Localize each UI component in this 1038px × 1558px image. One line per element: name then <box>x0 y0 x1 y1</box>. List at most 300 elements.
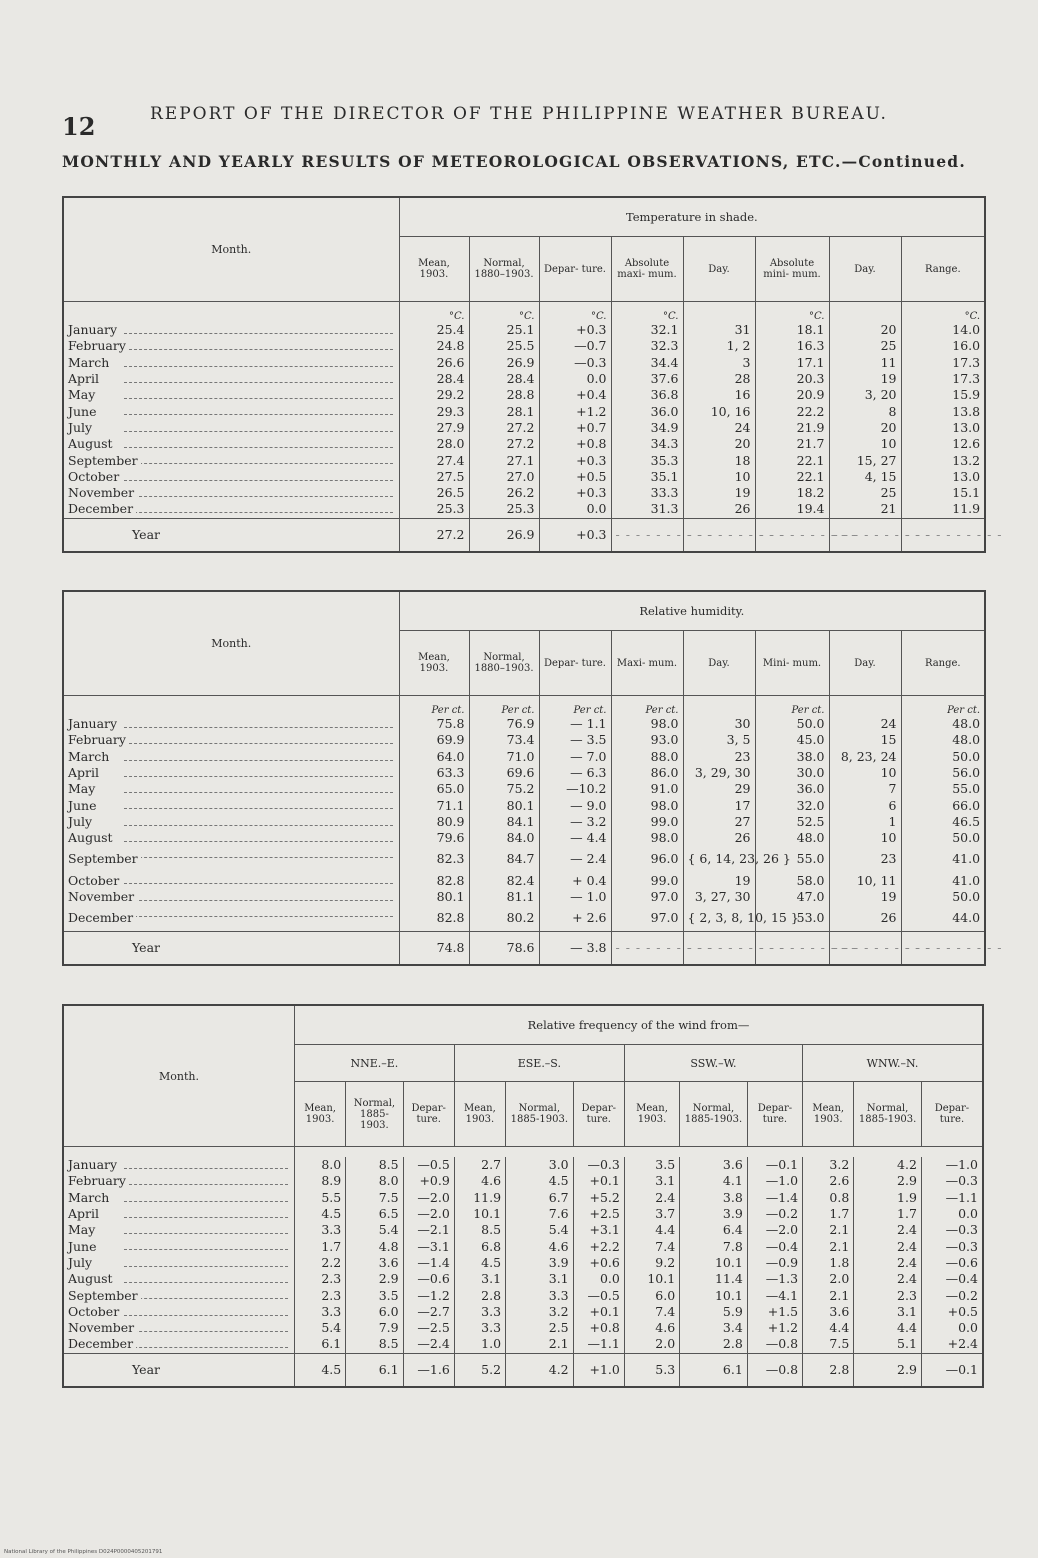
data-cell: 10, 11 <box>829 872 901 888</box>
month-name: June <box>68 798 100 813</box>
data-cell: 98.0 <box>611 797 683 813</box>
month-label <box>63 355 399 371</box>
data-cell: 10.1 <box>680 1287 748 1303</box>
unit-label: Per ct. <box>755 696 829 717</box>
month-label <box>63 338 399 354</box>
month-name: August <box>68 436 116 451</box>
data-cell: 7 <box>829 781 901 797</box>
data-cell: 99.0 <box>611 872 683 888</box>
data-cell: 6 <box>829 797 901 813</box>
data-cell: 2.1 <box>803 1238 854 1254</box>
column-header: Range. <box>901 631 985 696</box>
data-cell: 11.9 <box>901 501 985 518</box>
data-cell: + 2.6 <box>539 905 611 932</box>
data-cell: 37.6 <box>611 371 683 387</box>
data-cell: 5.5 <box>295 1190 346 1206</box>
month-label <box>63 371 399 387</box>
table-row <box>63 1304 983 1320</box>
data-cell: 76.9 <box>469 716 539 732</box>
data-cell: 1.0 <box>454 1336 505 1353</box>
data-cell: +0.8 <box>539 436 611 452</box>
units-spacer <box>63 696 399 717</box>
data-cell: 3.8 <box>680 1190 748 1206</box>
month-label <box>63 830 399 846</box>
month-label <box>63 1173 295 1189</box>
data-cell: 91.0 <box>611 781 683 797</box>
data-cell: 24 <box>683 420 755 436</box>
data-cell: 30.0 <box>755 765 829 781</box>
data-cell: +0.3 <box>539 485 611 501</box>
data-cell: +0.5 <box>921 1304 983 1320</box>
data-cell: 75.2 <box>469 781 539 797</box>
data-cell: —0.6 <box>921 1255 983 1271</box>
data-cell: 8, 23, 24 <box>829 749 901 765</box>
year-value: — 3.8 <box>539 931 611 965</box>
month-name: April <box>68 371 102 386</box>
data-cell: 2.4 <box>854 1271 922 1287</box>
data-cell: 32.3 <box>611 338 683 354</box>
data-cell: 3.9 <box>506 1255 574 1271</box>
data-cell: 2.3 <box>295 1271 346 1287</box>
month-name: October <box>68 1304 122 1319</box>
data-cell: 29.3 <box>399 403 469 419</box>
month-name: November <box>68 485 137 500</box>
unit-label: Per ct. <box>539 696 611 717</box>
data-cell: 4.4 <box>854 1320 922 1336</box>
data-cell: 99.0 <box>611 814 683 830</box>
data-cell: +3.1 <box>573 1222 624 1238</box>
data-cell: —2.1 <box>403 1222 454 1238</box>
table-row <box>63 830 985 846</box>
data-cell: 5.9 <box>680 1304 748 1320</box>
data-cell: 27.2 <box>469 420 539 436</box>
data-cell: 2.1 <box>506 1336 574 1353</box>
data-cell: 6.4 <box>680 1222 748 1238</box>
table-row <box>63 814 985 830</box>
data-cell: 22.1 <box>755 469 829 485</box>
data-cell: 7.5 <box>803 1336 854 1353</box>
data-cell: 3.4 <box>680 1320 748 1336</box>
table-row <box>63 1336 983 1353</box>
data-cell: 3.6 <box>803 1304 854 1320</box>
direction-header: WNW.–N. <box>803 1045 983 1082</box>
table-row <box>63 889 985 905</box>
data-cell: 45.0 <box>755 732 829 748</box>
data-cell: 17.1 <box>755 355 829 371</box>
units-spacer <box>63 302 399 323</box>
data-cell: 2.0 <box>624 1336 679 1353</box>
data-cell: +0.6 <box>573 1255 624 1271</box>
data-cell: 2.4 <box>854 1238 922 1254</box>
month-name: February <box>68 338 129 353</box>
data-cell: 3.3 <box>454 1320 505 1336</box>
unit-label: °C. <box>755 302 829 323</box>
data-cell: 31 <box>683 322 755 338</box>
year-value: 5.3 <box>624 1353 679 1387</box>
table-row <box>63 1173 983 1189</box>
data-cell: —0.4 <box>921 1271 983 1287</box>
month-label <box>63 716 399 732</box>
data-cell: +5.2 <box>573 1190 624 1206</box>
data-cell: 56.0 <box>901 765 985 781</box>
data-cell: 53.0 <box>755 905 829 932</box>
month-name: December <box>68 501 136 516</box>
column-header: Depar- ture. <box>573 1082 624 1147</box>
data-cell: —0.5 <box>573 1287 624 1303</box>
data-cell: 5.1 <box>854 1336 922 1353</box>
data-cell: —0.3 <box>573 1157 624 1173</box>
month-label <box>63 889 399 905</box>
data-cell: — 3.2 <box>539 814 611 830</box>
month-label <box>63 1255 295 1271</box>
data-cell: —1.2 <box>403 1287 454 1303</box>
month-label <box>63 1336 295 1353</box>
data-cell: 12.6 <box>901 436 985 452</box>
data-cell: 28.8 <box>469 387 539 403</box>
data-cell: 2.6 <box>803 1173 854 1189</box>
group-title: Relative frequency of the wind from— <box>295 1005 983 1045</box>
data-cell: 1 <box>829 814 901 830</box>
data-cell: 36.0 <box>755 781 829 797</box>
data-cell: 13.0 <box>901 469 985 485</box>
data-cell: 6.0 <box>346 1304 403 1320</box>
data-cell: 26 <box>683 830 755 846</box>
month-label <box>63 1238 295 1254</box>
data-cell: 41.0 <box>901 872 985 888</box>
unit-label <box>683 696 755 717</box>
table-row <box>63 420 985 436</box>
data-cell: 71.0 <box>469 749 539 765</box>
data-cell: 25.5 <box>469 338 539 354</box>
table-row <box>63 749 985 765</box>
data-cell: 18.2 <box>755 485 829 501</box>
data-cell: 3.2 <box>803 1157 854 1173</box>
table-row <box>63 501 985 518</box>
month-label <box>63 732 399 748</box>
data-cell: 28.0 <box>399 436 469 452</box>
data-cell: 26 <box>683 501 755 518</box>
empty-cell: - - - - - - - - - - <box>683 931 755 965</box>
data-cell: 80.1 <box>469 797 539 813</box>
data-cell: 10.1 <box>454 1206 505 1222</box>
month-name: May <box>68 387 98 402</box>
data-cell: 0.0 <box>539 371 611 387</box>
data-cell: 52.5 <box>755 814 829 830</box>
data-cell: 3.1 <box>854 1304 922 1320</box>
month-name: March <box>68 355 112 370</box>
temperature-table <box>62 196 1003 553</box>
data-cell: 10 <box>683 469 755 485</box>
data-cell: —0.3 <box>921 1238 983 1254</box>
data-cell: 1.7 <box>295 1238 346 1254</box>
column-header: Normal, 1880–1903. <box>469 631 539 696</box>
table-row <box>63 732 985 748</box>
data-cell: — 6.3 <box>539 765 611 781</box>
wind-table <box>62 1004 984 1388</box>
data-cell: 8.5 <box>454 1222 505 1238</box>
data-cell: 84.7 <box>469 846 539 872</box>
month-label <box>63 797 399 813</box>
data-cell: 20.3 <box>755 371 829 387</box>
column-header: Depar- ture. <box>539 631 611 696</box>
data-cell: 27.5 <box>399 469 469 485</box>
data-cell: 0.0 <box>573 1271 624 1287</box>
year-value: 2.8 <box>803 1353 854 1387</box>
column-header: Absolute maxi- mum. <box>611 237 683 302</box>
data-cell: 3, 29, 30 <box>683 765 755 781</box>
unit-label: Per ct. <box>901 696 985 717</box>
month-label <box>63 846 399 872</box>
data-cell: — 2.4 <box>539 846 611 872</box>
month-name: January <box>68 1157 120 1172</box>
data-cell: —0.7 <box>539 338 611 354</box>
data-cell: 3, 27, 30 <box>683 889 755 905</box>
year-value: 4.2 <box>506 1353 574 1387</box>
month-label <box>63 905 399 932</box>
data-cell: +2.5 <box>573 1206 624 1222</box>
data-cell: 1.7 <box>854 1206 922 1222</box>
data-cell: 10, 16 <box>683 403 755 419</box>
data-cell: —2.0 <box>747 1222 802 1238</box>
data-cell: 3.0 <box>506 1157 574 1173</box>
year-value: +0.3 <box>539 518 611 552</box>
data-cell: 15.1 <box>901 485 985 501</box>
unit-label: Per ct. <box>399 696 469 717</box>
data-cell: 2.1 <box>803 1222 854 1238</box>
data-cell: 2.2 <box>295 1255 346 1271</box>
data-cell: 4.6 <box>624 1320 679 1336</box>
data-cell: 23 <box>829 846 901 872</box>
table-row <box>63 872 985 888</box>
table-row <box>63 387 985 403</box>
empty-cell: - - - - - - - - - - <box>901 518 985 552</box>
unit-label <box>829 302 901 323</box>
month-label <box>63 436 399 452</box>
data-cell: 8.0 <box>295 1157 346 1173</box>
table-row <box>63 469 985 485</box>
unit-label: °C. <box>611 302 683 323</box>
data-cell: 1.9 <box>854 1190 922 1206</box>
data-cell: 44.0 <box>901 905 985 932</box>
data-cell: 3.6 <box>346 1255 403 1271</box>
data-cell: + 0.4 <box>539 872 611 888</box>
data-cell: { 2, 3, 8, 10, 15 } <box>683 905 755 932</box>
data-cell: 17.3 <box>901 371 985 387</box>
data-cell: 17.3 <box>901 355 985 371</box>
data-cell: 25 <box>829 338 901 354</box>
data-cell: +0.9 <box>403 1173 454 1189</box>
data-cell: 98.0 <box>611 830 683 846</box>
month-label <box>63 1222 295 1238</box>
data-cell: 3.5 <box>624 1157 679 1173</box>
month-label <box>63 501 399 518</box>
data-cell: 7.9 <box>346 1320 403 1336</box>
data-cell: 4.1 <box>680 1173 748 1189</box>
running-head: REPORT OF THE DIRECTOR OF THE PHILIPPINE WEATHER BUREAU. <box>150 104 888 124</box>
unit-label <box>683 302 755 323</box>
table-row <box>63 485 985 501</box>
year-value: 27.2 <box>399 518 469 552</box>
data-cell: 3.1 <box>624 1173 679 1189</box>
data-cell: 34.9 <box>611 420 683 436</box>
column-header: Depar- ture. <box>747 1082 802 1147</box>
data-cell: 7.6 <box>506 1206 574 1222</box>
direction-header: SSW.–W. <box>624 1045 802 1082</box>
month-name: October <box>68 469 122 484</box>
month-name: May <box>68 781 98 796</box>
month-name: April <box>68 765 102 780</box>
data-cell: — 9.0 <box>539 797 611 813</box>
data-cell: 4.5 <box>295 1206 346 1222</box>
data-cell: —0.8 <box>747 1336 802 1353</box>
data-cell: 73.4 <box>469 732 539 748</box>
data-cell: 55.0 <box>901 781 985 797</box>
data-cell: 97.0 <box>611 889 683 905</box>
data-cell: 3, 5 <box>683 732 755 748</box>
column-header: Absolute mini- mum. <box>755 237 829 302</box>
month-name: September <box>68 1288 141 1303</box>
column-header: Normal, 1885-1903. <box>506 1082 574 1147</box>
year-value: +1.0 <box>573 1353 624 1387</box>
column-header: Depar- ture. <box>403 1082 454 1147</box>
data-cell: 69.9 <box>399 732 469 748</box>
data-cell: 2.8 <box>680 1336 748 1353</box>
data-cell: 3.1 <box>454 1271 505 1287</box>
data-cell: 80.9 <box>399 814 469 830</box>
table-row <box>63 338 985 354</box>
data-cell: —3.1 <box>403 1238 454 1254</box>
data-cell: 0.0 <box>539 501 611 518</box>
column-header: Depar- ture. <box>921 1082 983 1147</box>
table-row <box>63 797 985 813</box>
year-value: —0.1 <box>921 1353 983 1387</box>
data-cell: 27.4 <box>399 452 469 468</box>
humidity-table <box>62 590 1003 966</box>
column-header: Normal, 1880–1903. <box>469 237 539 302</box>
data-cell: 38.0 <box>755 749 829 765</box>
data-cell: 3.2 <box>506 1304 574 1320</box>
data-cell: 34.3 <box>611 436 683 452</box>
data-cell: 20.9 <box>755 387 829 403</box>
data-cell: 2.1 <box>803 1287 854 1303</box>
year-value: 5.2 <box>454 1353 505 1387</box>
group-title: Relative humidity. <box>399 591 985 631</box>
data-cell: 29 <box>683 781 755 797</box>
data-cell: +2.2 <box>573 1238 624 1254</box>
data-cell: +0.1 <box>573 1304 624 1320</box>
data-cell: 8.5 <box>346 1336 403 1353</box>
empty-cell: - - - - - - - - - - <box>829 518 901 552</box>
data-cell: 79.6 <box>399 830 469 846</box>
data-cell: —2.4 <box>403 1336 454 1353</box>
month-name: July <box>68 420 95 435</box>
data-cell: 16 <box>683 387 755 403</box>
month-name: December <box>68 1336 136 1351</box>
table-row <box>63 1287 983 1303</box>
column-header: Mini- mum. <box>755 631 829 696</box>
data-cell: 3.3 <box>454 1304 505 1320</box>
data-cell: 6.7 <box>506 1190 574 1206</box>
data-cell: 55.0 <box>755 846 829 872</box>
data-cell: 64.0 <box>399 749 469 765</box>
month-label <box>63 1271 295 1287</box>
data-cell: 75.8 <box>399 716 469 732</box>
data-cell: 3.6 <box>680 1157 748 1173</box>
data-cell: 3.3 <box>295 1304 346 1320</box>
data-cell: 11.4 <box>680 1271 748 1287</box>
data-cell: 10 <box>829 765 901 781</box>
data-cell: 98.0 <box>611 716 683 732</box>
data-cell: 15, 27 <box>829 452 901 468</box>
table-row <box>63 403 985 419</box>
data-cell: 1.7 <box>803 1206 854 1222</box>
table-row <box>63 1271 983 1287</box>
column-header: Day. <box>683 631 755 696</box>
table-row <box>63 846 985 872</box>
data-cell: 32.0 <box>755 797 829 813</box>
column-header: Mean, 1903. <box>295 1082 346 1147</box>
data-cell: 26.9 <box>469 355 539 371</box>
data-cell: 8.0 <box>346 1173 403 1189</box>
data-cell: +1.5 <box>747 1304 802 1320</box>
data-cell: 19 <box>683 485 755 501</box>
month-name: December <box>68 910 136 925</box>
data-cell: 36.8 <box>611 387 683 403</box>
empty-cell: - - - - - - - - - - <box>829 931 901 965</box>
month-label <box>63 1304 295 1320</box>
data-cell: — 4.4 <box>539 830 611 846</box>
data-cell: 26.6 <box>399 355 469 371</box>
data-cell: 10.1 <box>680 1255 748 1271</box>
data-cell: 25.1 <box>469 322 539 338</box>
data-cell: 2.4 <box>854 1255 922 1271</box>
data-cell: 3.9 <box>680 1206 748 1222</box>
unit-label: °C. <box>469 302 539 323</box>
table-row <box>63 355 985 371</box>
month-name: February <box>68 732 129 747</box>
data-cell: 65.0 <box>399 781 469 797</box>
group-title: Temperature in shade. <box>399 197 985 237</box>
data-cell: 4.5 <box>454 1255 505 1271</box>
data-cell: 30 <box>683 716 755 732</box>
column-header: Normal, 1885-1903. <box>680 1082 748 1147</box>
table-row <box>63 1238 983 1254</box>
data-cell: 82.8 <box>399 872 469 888</box>
data-cell: 93.0 <box>611 732 683 748</box>
data-cell: —0.2 <box>747 1206 802 1222</box>
month-name: July <box>68 814 95 829</box>
data-cell: 48.0 <box>901 732 985 748</box>
data-cell: —0.5 <box>403 1157 454 1173</box>
month-name: November <box>68 1320 137 1335</box>
month-label <box>63 749 399 765</box>
data-cell: 2.9 <box>346 1271 403 1287</box>
month-label <box>63 765 399 781</box>
data-cell: 4.2 <box>854 1157 922 1173</box>
column-header: Day. <box>829 237 901 302</box>
column-header: Depar- ture. <box>539 237 611 302</box>
month-label <box>63 1320 295 1336</box>
table-row <box>63 371 985 387</box>
table-row <box>63 1222 983 1238</box>
data-cell: —1.4 <box>403 1255 454 1271</box>
data-cell: 24.8 <box>399 338 469 354</box>
data-cell: 6.0 <box>624 1287 679 1303</box>
data-cell: 81.1 <box>469 889 539 905</box>
data-cell: 27 <box>683 814 755 830</box>
month-label <box>63 1287 295 1303</box>
data-cell: +1.2 <box>539 403 611 419</box>
